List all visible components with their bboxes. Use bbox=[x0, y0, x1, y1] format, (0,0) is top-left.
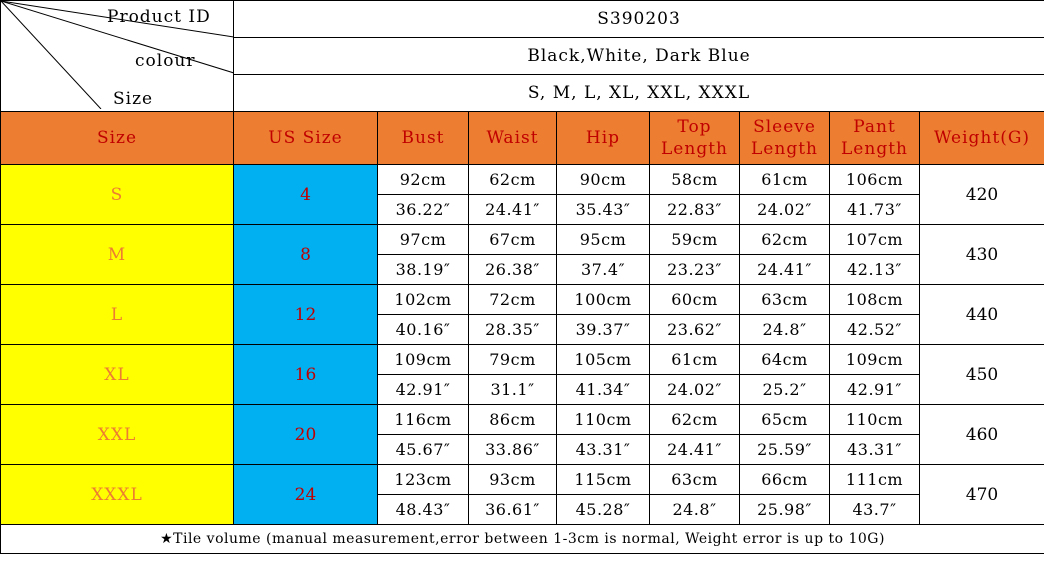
cell-pant-length-inch: 43.7″ bbox=[830, 495, 920, 525]
cell-bust-cm: 116cm bbox=[378, 405, 469, 435]
cell-top-length-cm: 63cm bbox=[650, 465, 740, 495]
cell-waist-cm: 67cm bbox=[469, 225, 557, 255]
cell-top-length-inch: 23.62″ bbox=[650, 315, 740, 345]
cell-top-length-cm: 59cm bbox=[650, 225, 740, 255]
table-row bbox=[1, 345, 1044, 375]
cell-us-size: 16 bbox=[234, 345, 378, 405]
cell-sleeve-length-cm: 61cm bbox=[740, 165, 830, 195]
cell-sleeve-length-inch: 25.98″ bbox=[740, 495, 830, 525]
cell-bust-inch: 48.43″ bbox=[378, 495, 469, 525]
cell-weight: 420 bbox=[920, 165, 1044, 225]
info-label-diagonal-cell bbox=[1, 1, 234, 112]
cell-size: S bbox=[1, 165, 234, 225]
cell-us-size: 20 bbox=[234, 405, 378, 465]
cell-waist-cm: 86cm bbox=[469, 405, 557, 435]
cell-hip-cm: 110cm bbox=[557, 405, 650, 435]
col-header-us-size: US Size bbox=[234, 112, 378, 165]
cell-hip-cm: 100cm bbox=[557, 285, 650, 315]
measurement-note: ★Tile volume (manual measurement,error between 1-3cm is normal, Weight error is up to 10G) bbox=[1, 525, 1044, 554]
cell-weight: 460 bbox=[920, 405, 1044, 465]
cell-waist-cm: 93cm bbox=[469, 465, 557, 495]
col-header-top-length-line2: Length bbox=[661, 139, 728, 159]
cell-hip-cm: 105cm bbox=[557, 345, 650, 375]
cell-waist-cm: 79cm bbox=[469, 345, 557, 375]
col-header-size: Size bbox=[1, 112, 234, 165]
col-header-pant-length-line1: Pant bbox=[853, 117, 896, 137]
cell-pant-length-inch: 42.13″ bbox=[830, 255, 920, 285]
cell-us-size: 4 bbox=[234, 165, 378, 225]
cell-bust-inch: 40.16″ bbox=[378, 315, 469, 345]
col-header-sleeve-length-line2: Length bbox=[751, 139, 818, 159]
cell-sleeve-length-cm: 63cm bbox=[740, 285, 830, 315]
cell-bust-cm: 109cm bbox=[378, 345, 469, 375]
cell-size: XXXL bbox=[1, 465, 234, 525]
cell-pant-length-inch: 43.31″ bbox=[830, 435, 920, 465]
cell-sleeve-length-cm: 62cm bbox=[740, 225, 830, 255]
cell-size: M bbox=[1, 225, 234, 285]
info-label-product-id: Product ID bbox=[107, 7, 211, 27]
cell-weight: 470 bbox=[920, 465, 1044, 525]
cell-pant-length-cm: 108cm bbox=[830, 285, 920, 315]
cell-waist-inch: 33.86″ bbox=[469, 435, 557, 465]
cell-size: XXL bbox=[1, 405, 234, 465]
cell-waist-inch: 28.35″ bbox=[469, 315, 557, 345]
cell-us-size: 12 bbox=[234, 285, 378, 345]
col-header-hip: Hip bbox=[557, 112, 650, 165]
cell-size: L bbox=[1, 285, 234, 345]
cell-top-length-cm: 62cm bbox=[650, 405, 740, 435]
cell-top-length-inch: 24.8″ bbox=[650, 495, 740, 525]
cell-pant-length-cm: 106cm bbox=[830, 165, 920, 195]
cell-bust-inch: 45.67″ bbox=[378, 435, 469, 465]
table-header-row bbox=[1, 112, 1044, 165]
cell-sleeve-length-inch: 24.8″ bbox=[740, 315, 830, 345]
cell-pant-length-cm: 109cm bbox=[830, 345, 920, 375]
cell-bust-cm: 92cm bbox=[378, 165, 469, 195]
table-row bbox=[1, 465, 1044, 495]
cell-waist-inch: 36.61″ bbox=[469, 495, 557, 525]
cell-weight: 450 bbox=[920, 345, 1044, 405]
cell-waist-inch: 31.1″ bbox=[469, 375, 557, 405]
cell-top-length-inch: 24.41″ bbox=[650, 435, 740, 465]
info-row-product-id bbox=[1, 1, 1044, 38]
cell-top-length-cm: 58cm bbox=[650, 165, 740, 195]
cell-us-size: 8 bbox=[234, 225, 378, 285]
cell-pant-length-inch: 42.52″ bbox=[830, 315, 920, 345]
cell-top-length-cm: 60cm bbox=[650, 285, 740, 315]
col-header-sleeve-length bbox=[740, 112, 830, 165]
cell-bust-inch: 38.19″ bbox=[378, 255, 469, 285]
col-header-top-length bbox=[650, 112, 740, 165]
table-row bbox=[1, 225, 1044, 255]
cell-size: XL bbox=[1, 345, 234, 405]
cell-sleeve-length-inch: 25.2″ bbox=[740, 375, 830, 405]
cell-sleeve-length-inch: 24.41″ bbox=[740, 255, 830, 285]
cell-bust-cm: 97cm bbox=[378, 225, 469, 255]
cell-bust-inch: 42.91″ bbox=[378, 375, 469, 405]
cell-sleeve-length-cm: 66cm bbox=[740, 465, 830, 495]
cell-top-length-cm: 61cm bbox=[650, 345, 740, 375]
cell-weight: 430 bbox=[920, 225, 1044, 285]
cell-waist-inch: 26.38″ bbox=[469, 255, 557, 285]
cell-waist-cm: 62cm bbox=[469, 165, 557, 195]
cell-top-length-inch: 22.83″ bbox=[650, 195, 740, 225]
col-header-top-length-line1: Top bbox=[677, 117, 712, 137]
cell-pant-length-cm: 111cm bbox=[830, 465, 920, 495]
cell-hip-inch: 35.43″ bbox=[557, 195, 650, 225]
cell-bust-inch: 36.22″ bbox=[378, 195, 469, 225]
cell-hip-inch: 39.37″ bbox=[557, 315, 650, 345]
cell-hip-inch: 45.28″ bbox=[557, 495, 650, 525]
table-row bbox=[1, 285, 1044, 315]
cell-sleeve-length-cm: 65cm bbox=[740, 405, 830, 435]
cell-hip-cm: 115cm bbox=[557, 465, 650, 495]
col-header-weight: Weight(G) bbox=[920, 112, 1044, 165]
info-value-product-id: S390203 bbox=[234, 1, 1044, 38]
col-header-pant-length-line2: Length bbox=[841, 139, 908, 159]
cell-sleeve-length-cm: 64cm bbox=[740, 345, 830, 375]
cell-pant-length-inch: 41.73″ bbox=[830, 195, 920, 225]
cell-bust-cm: 102cm bbox=[378, 285, 469, 315]
cell-top-length-inch: 24.02″ bbox=[650, 375, 740, 405]
col-header-pant-length bbox=[830, 112, 920, 165]
cell-hip-inch: 41.34″ bbox=[557, 375, 650, 405]
cell-hip-inch: 37.4″ bbox=[557, 255, 650, 285]
info-label-size: Size bbox=[113, 89, 154, 109]
table-row bbox=[1, 405, 1044, 435]
cell-pant-length-inch: 42.91″ bbox=[830, 375, 920, 405]
col-header-bust: Bust bbox=[378, 112, 469, 165]
cell-us-size: 24 bbox=[234, 465, 378, 525]
cell-hip-cm: 90cm bbox=[557, 165, 650, 195]
cell-hip-cm: 95cm bbox=[557, 225, 650, 255]
cell-pant-length-cm: 110cm bbox=[830, 405, 920, 435]
cell-hip-inch: 43.31″ bbox=[557, 435, 650, 465]
cell-waist-inch: 24.41″ bbox=[469, 195, 557, 225]
info-value-colour: Black,White, Dark Blue bbox=[234, 38, 1044, 75]
cell-top-length-inch: 23.23″ bbox=[650, 255, 740, 285]
col-header-waist: Waist bbox=[469, 112, 557, 165]
cell-sleeve-length-inch: 25.59″ bbox=[740, 435, 830, 465]
info-value-size: S, M, L, XL, XXL, XXXL bbox=[234, 75, 1044, 112]
cell-pant-length-cm: 107cm bbox=[830, 225, 920, 255]
col-header-sleeve-length-line1: Sleeve bbox=[753, 117, 816, 137]
table-row bbox=[1, 165, 1044, 195]
footer-note-row bbox=[1, 525, 1044, 554]
cell-sleeve-length-inch: 24.02″ bbox=[740, 195, 830, 225]
cell-waist-cm: 72cm bbox=[469, 285, 557, 315]
info-label-colour: colour bbox=[135, 51, 196, 71]
cell-bust-cm: 123cm bbox=[378, 465, 469, 495]
cell-weight: 440 bbox=[920, 285, 1044, 345]
